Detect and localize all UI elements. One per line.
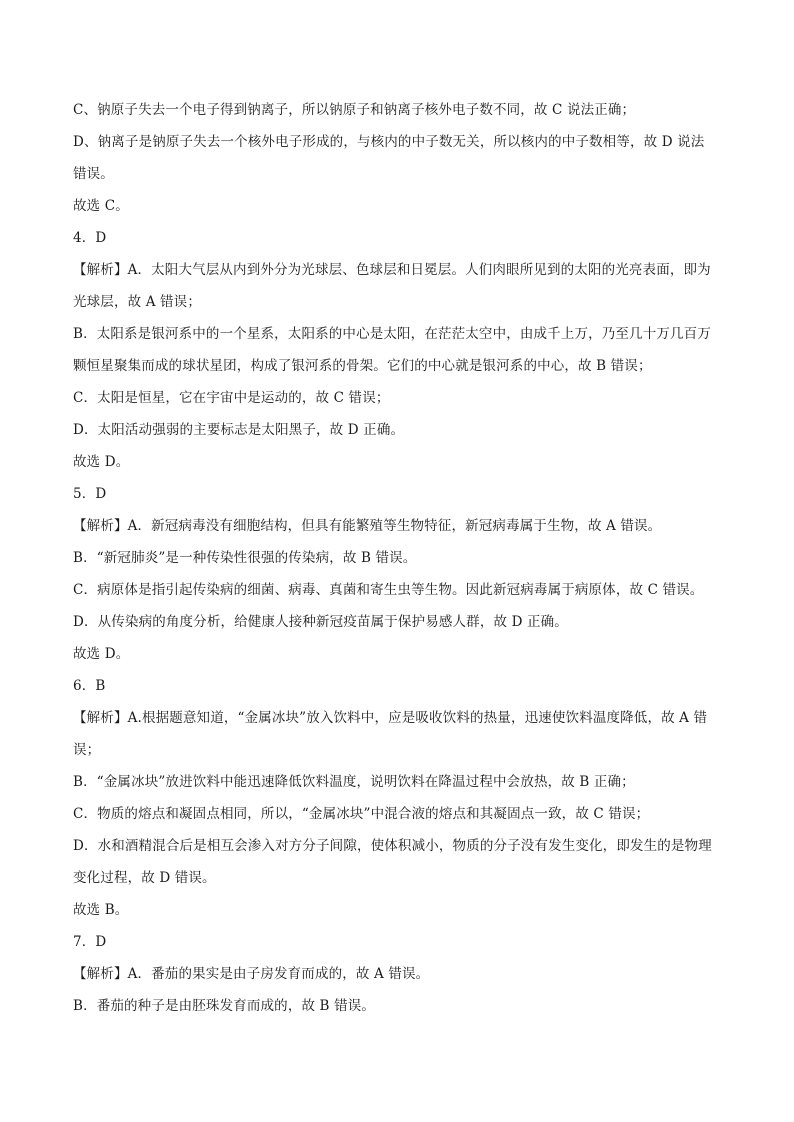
text-line-q4-analysis: 【解析】A．太阳大气层从内到外分为光球层、色球层和日冕层。人们肉眼所见到的太阳的光亮表面，即为 [73, 262, 711, 278]
text-line-q5-analysis: 【解析】A．新冠病毒没有细胞结构，但具有能繁殖等生物特征，新冠病毒属于生物，故 A 错误。 [73, 518, 662, 534]
text-line-d-sodium-cont: 错误。 [73, 166, 114, 182]
question-number-7: 7．D [73, 934, 107, 950]
text-line-q6-b: B．“金属冰块”放进饮料中能迅速降低饮料温度，说明饮料在降温过程中会放热，故 B 正确； [73, 774, 635, 790]
question-number-4: 4．D [73, 230, 107, 246]
text-line-q5-b: B．“新冠肺炎”是一种传染性很强的传染病，故 B 错误。 [73, 550, 417, 566]
text-line-choose-b-q6: 故选 B。 [73, 902, 129, 918]
text-line-q6-analysis-cont: 误； [73, 742, 101, 758]
text-line-q7-analysis: 【解析】A．番茄的果实是由子房发育而成的，故 A 错误。 [73, 966, 430, 982]
text-line-q6-d: D．水和酒精混合后是相互会渗入对方分子间隙，使体积减小，物质的分子没有发生变化，即发生的是物理 [73, 838, 712, 854]
text-line-q6-analysis: 【解析】A.根据题意知道，“金属冰块”放入饮料中，应是吸收饮料的热量，迅速使饮料温度降低，故 A 错 [73, 710, 708, 726]
text-line-d-sodium: D、钠离子是钠原子失去一个核外电子形成的，与核内的中子数无关，所以核内的中子数相等，故 D 说法 [73, 134, 705, 150]
text-line-choose-c: 故选 C。 [73, 198, 129, 214]
text-line-c-sodium: C、钠原子失去一个电子得到钠离子，所以钠原子和钠离子核外电子数不同，故 C 说法正确； [73, 102, 636, 118]
text-line-q5-d: D．从传染病的角度分析，给健康人接种新冠疫苗属于保护易感人群，故 D 正确。 [73, 614, 568, 630]
question-number-6: 6．B [73, 678, 106, 694]
text-line-q4-c: C．太阳是恒星，它在宇宙中是运动的，故 C 错误； [73, 390, 390, 406]
text-line-choose-d-q4: 故选 D。 [73, 454, 130, 470]
text-line-q4-d: D．太阳活动强弱的主要标志是太阳黑子，故 D 正确。 [73, 422, 405, 438]
text-line-q7-b: B．番茄的种子是由胚珠发育而成的，故 B 错误。 [73, 998, 376, 1014]
text-line-q4-analysis-cont: 光球层，故 A 错误； [73, 294, 201, 310]
text-line-q4-b: B．太阳系是银河系中的一个星系，太阳系的中心是太阳，在茫茫太空中，由成千上万，乃至几十万几百万 [73, 326, 711, 342]
text-line-q6-d-cont: 变化过程，故 D 错误。 [73, 870, 216, 886]
text-line-q4-b-cont: 颗恒星聚集而成的球状星团，构成了银河系的骨架。它们的中心就是银河系的中心，故 B 错误； [73, 358, 652, 374]
text-line-q6-c: C．物质的熔点和凝固点相同，所以，“金属冰块”中混合液的熔点和其凝固点一致，故 C 错误； [73, 806, 650, 822]
text-line-choose-d-q5: 故选 D。 [73, 646, 130, 662]
question-number-5: 5．D [73, 486, 107, 502]
text-line-q5-c: C．病原体是指引起传染病的细菌、病毒、真菌和寄生虫等生物。因此新冠病毒属于病原体，故 C 错误。 [73, 582, 704, 598]
